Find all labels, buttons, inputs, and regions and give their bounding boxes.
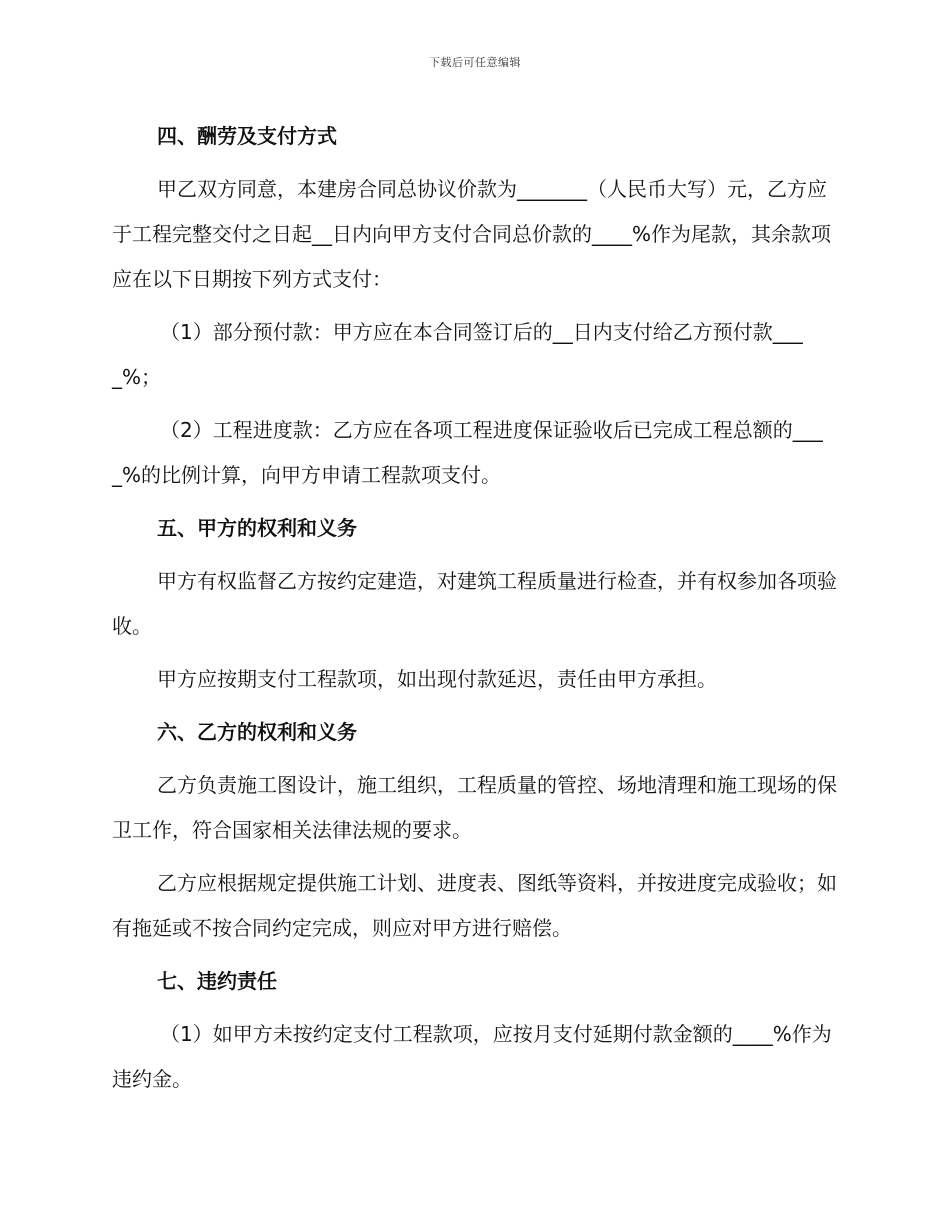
page-header: 下载后可任意编辑 — [429, 56, 521, 69]
paragraph: （1）部分预付款：甲方应在本合同签订后的__日内支付给乙方预付款____%； — [112, 320, 803, 389]
paragraph: （2）工程进度款：乙方应在各项工程进度保证验收后已完成工程总额的____%的比例计算，向甲方申请工程款项支付。 — [112, 418, 823, 487]
document-body — [112, 114, 840, 1110]
section-heading: 五、甲方的权利和义务 — [157, 516, 357, 540]
section-payment — [112, 114, 840, 498]
section-heading: 七、违约责任 — [157, 969, 277, 993]
paragraph: 乙方应根据规定提供施工计划、进度表、图纸等资料，并按进度完成验收；如有拖延或不按合同约定完成，则应对甲方进行赔偿。 — [112, 871, 837, 940]
paragraph: 甲乙双方同意，本建房合同总协议价款为_______（人民币大写）元，乙方应于工程完整交付之日起__日内向甲方支付合同总价款的____%作为尾款，其余款项应在以下日期按下列方式支付： — [112, 177, 832, 291]
section-heading: 六、乙方的权利和义务 — [157, 720, 357, 744]
section-heading: 四、酬劳及支付方式 — [157, 124, 337, 148]
section-liability — [112, 959, 840, 1102]
section-party-b — [112, 710, 840, 951]
paragraph: （1）如甲方未按约定支付工程款项，应按月支付延期付款金额的____%作为违约金。 — [112, 1022, 832, 1091]
paragraph: 甲方应按期支付工程款项，如出现付款延迟，责任由甲方承担。 — [157, 667, 717, 691]
paragraph: 甲方有权监督乙方按约定建造，对建筑工程质量进行检查，并有权参加各项验收。 — [112, 569, 837, 638]
section-party-a — [112, 506, 840, 702]
paragraph: 乙方负责施工图设计，施工组织，工程质量的管控、场地清理和施工现场的保卫工作，符合国家相关法律法规的要求。 — [112, 773, 837, 842]
